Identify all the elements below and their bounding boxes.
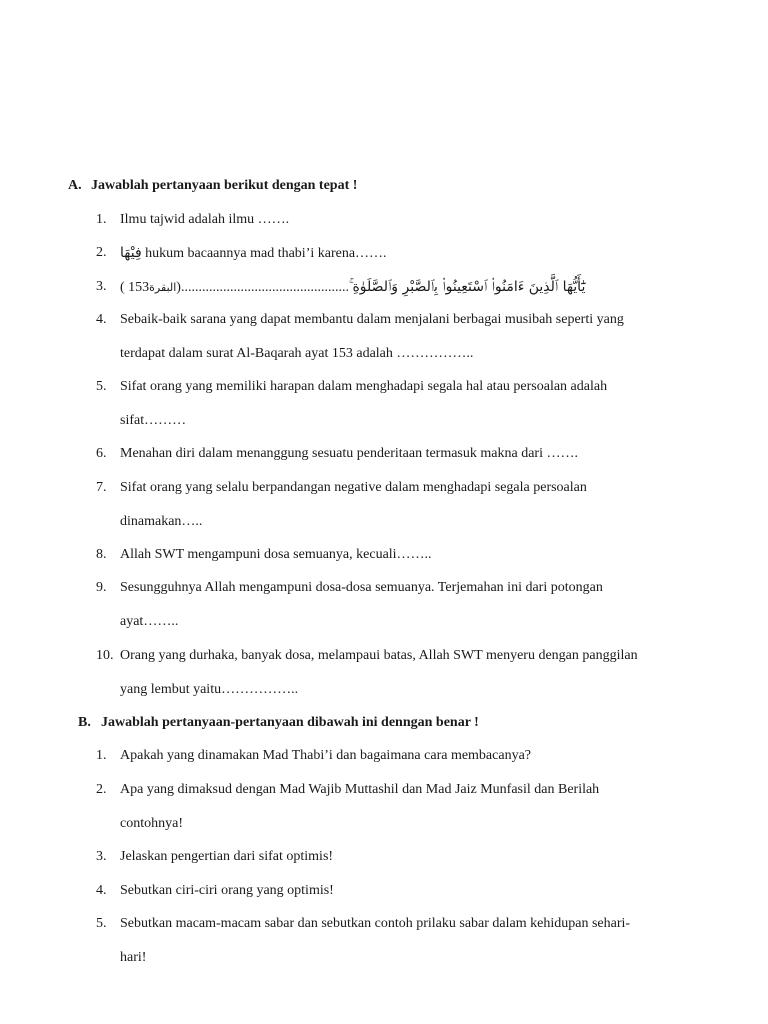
question-number: 1. [96, 212, 107, 227]
question-line [120, 245, 387, 262]
question-number: 3. [96, 279, 107, 294]
question-number: 9. [96, 580, 107, 595]
section-b-title: Jawablah pertanyaan-pertanyaan dibawah ini denngan benar ! [101, 715, 479, 730]
question-text-continuation: hari! [120, 950, 147, 965]
section-b-letter: B. [78, 715, 91, 730]
section-a-heading [68, 178, 357, 194]
question-text: Orang yang durhaka, banyak dosa, melampaui batas, Allah SWT menyeru dengan panggilan [120, 648, 638, 663]
answer-dots: )................................................ [176, 280, 349, 295]
question-number: 4. [96, 883, 107, 898]
question-text: Allah SWT mengampuni dosa semuanya, kecuali…….. [120, 547, 432, 562]
question-text: Apakah yang dinamakan Mad Thabi’i dan bagaimana cara membacanya? [120, 748, 532, 763]
question-number: 4. [96, 312, 107, 327]
section-b-heading [78, 715, 479, 731]
question-number: 3. [96, 849, 107, 864]
question-text: Sebaik-baik sarana yang dapat membantu dalam menjalani berbagai musibah seperti yang [120, 312, 624, 327]
question-text: Sifat orang yang selalu berpandangan negative dalam menghadapi segala persoalan [120, 480, 587, 495]
arabic-word: فِيْهَا [120, 245, 142, 261]
question-text-continuation: contohnya! [120, 816, 183, 831]
question-number: 5. [96, 379, 107, 394]
question-number: 2. [96, 782, 107, 797]
question-text-continuation: yang lembut yaitu…………….. [120, 682, 299, 697]
question-text: Sebutkan macam-macam sabar dan sebutkan contoh prilaku sabar dalam kehidupan sehari- [120, 916, 631, 931]
section-a-title: Jawablah pertanyaan berikut dengan tepat ! [91, 178, 358, 193]
question-number: 8. [96, 547, 107, 562]
question-number: 7. [96, 480, 107, 495]
question-number: 6. [96, 446, 107, 461]
question-text-continuation: ayat…….. [120, 614, 179, 629]
question-text: Sebutkan ciri-ciri orang yang optimis! [120, 883, 334, 898]
question-text: Menahan diri dalam menanggung sesuatu penderitaan termasuk makna dari ……. [120, 446, 578, 461]
verse-number: ( 153 [120, 280, 150, 295]
question-text-continuation: sifat……… [120, 413, 187, 428]
question-line [120, 279, 585, 296]
section-a-letter: A. [68, 178, 82, 193]
arabic-verse: يَٰٓأَيُّهَا ٱلَّذِينَ ءَامَنُوا۟ ٱسْتَعِينُوا۟ بِٱلصَّبْرِ وَٱلصَّلَوٰةِ ۚ [348, 279, 586, 295]
question-text-continuation: dinamakan….. [120, 514, 203, 529]
question-number: 2. [96, 245, 107, 260]
question-number: 5. [96, 916, 107, 931]
question-number: 10. [96, 648, 114, 663]
question-text: Sifat orang yang memiliki harapan dalam menghadapi segala hal atau persoalan adalah [120, 379, 608, 394]
question-number: 1. [96, 748, 107, 763]
question-text: hukum bacaannya mad thabi’i karena……. [141, 246, 387, 261]
question-text: Jelaskan pengertian dari sifat optimis! [120, 849, 334, 864]
surah-name: البقرة [149, 281, 177, 294]
question-text-continuation: terdapat dalam surat Al-Baqarah ayat 153 adalah …………….. [120, 346, 474, 361]
question-text: Apa yang dimaksud dengan Mad Wajib Muttashil dan Mad Jaiz Munfasil dan Berilah [120, 782, 600, 797]
question-text: Ilmu tajwid adalah ilmu ……. [120, 212, 290, 227]
question-text: Sesungguhnya Allah mengampuni dosa-dosa semuanya. Terjemahan ini dari potongan [120, 580, 603, 595]
